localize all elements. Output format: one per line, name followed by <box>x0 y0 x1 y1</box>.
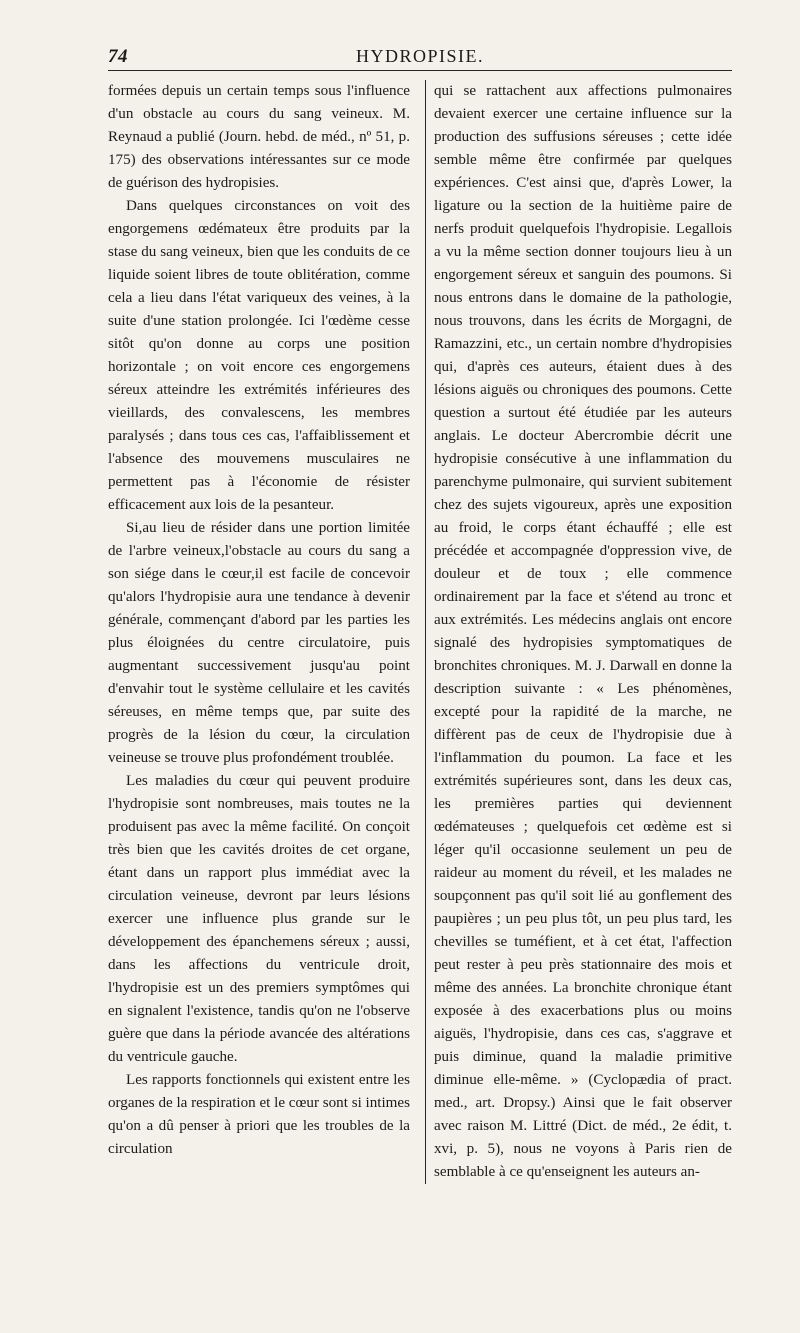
running-title: HYDROPISIE. <box>355 46 484 66</box>
paragraph: formées depuis un certain temps sous l'influence d'un obstacle au cours du sang veineux. M. Reynaud a publié (Journ. hebd. de méd., nº 51, p. 175) des observations intéressantes sur ce mode de guérison des hydropisies. <box>108 83 410 191</box>
paragraph: qui se rattachent aux affections pulmonaires devaient exercer une certaine influence sur la production des suffusions séreuses ; cette idée semble même être confirmée par quelques expériences. C'est ainsi que, d'après Lower, la ligature ou la section de la huitième paire de nerfs produit quelquefois l'hydropisie. Legallois a vu la même section donner toujours lieu à un engorgement séreux et sanguin des poumons. Si nous entrons dans le domaine de la pathologie, nous trouvons, dans les écrits de Morgagni, de Ramazzini, etc., un certain nombre d'hydropisies qui, d'après ces auteurs, étaient dues à des lésions aiguës ou chroniques des poumons. Cette question a surtout été étudiée par les auteurs anglais. Le docteur Abercrombie décrit une hydropisie consécutive à une inflammation du parenchyme pulmonaire, qui survient subitement chez des sujets vigoureux, après une exposition au froid, le corps étant échauffé ; elle est précédée et accompagnée d'oppression vive, de douleur et de toux ; elle commence ordinairement par la face et s'étend au tronc et aux extrémités. Les médecins anglais ont encore signalé des hydropisies symptomatiques de bronchites chroniques. M. J. Darwall en donne la description suivante : « Les phénomènes, excepté pour la rapidité de la marche, ne diffèrent pas de ceux de l'hydropisie due à l'inflammation du poumon. La face et les extrémités supérieures sont, dans les deux cas, les premières parties qui deviennent œdémateuses ; quelquefois cet œdème est si léger qu'il occasionne seulement un peu de raideur au moment du réveil, et les malades ne soupçonnent pas qu'il soit lié au gonflement des paupières ; un peu plus tôt, un peu plus tard, les chevilles se tuméfient, et à cet état, l'affection peut rester à peu près stationnaire des mois et même des années. La bronchite chronique étant exposée à des exacerbations plus ou moins aiguës, l'hydropisie, dans ces cas, s'aggrave et puis diminue, quand la maladie primitive diminue elle-même. » (Cyclopædia of pract. med., art. Dropsy.) Ainsi que le fait observer avec raison M. Littré (Dict. de méd., 2e édit, t. xvi, p. 5), nous ne voyons à Paris rien de semblable à ce qu'enseignent les auteurs an- <box>434 83 732 1180</box>
paragraph: Les maladies du cœur qui peuvent produire l'hydropisie sont nombreuses, mais toutes ne la produisent pas avec la même facilité. On conçoit très bien que les cavités droites de cet organe, étant dans un rapport plus immédiat avec la circulation veineuse, devront par leurs lésions exercer une influence plus grande sur le développement des épanchemens séreux ; aussi, dans les affections du ventricule droit, l'hydropisie est un des premiers symptômes qui en signalent l'existence, tandis qu'on ne l'observe guère que dans la période avancée des altérations du ventricule gauche. <box>108 773 410 1065</box>
left-column <box>108 80 410 1184</box>
paragraph: Dans quelques circonstances on voit des engorgemens œdémateux être produits par la stase du sang veineux, bien que les conduits de ce liquide soient libres de toute oblitération, comme cela a lieu dans l'état variqueux des veines, à la suite d'une station prolongée. Ici l'œdème cesse sitôt qu'on donne au corps une position horizontale ; on voit encore ces engorgemens séreux atteindre les extrémités inférieures des vieillards, des convalescens, les membres paralysés ; dans tous ces cas, l'affaiblissement et l'absence des mouvemens musculaires ne permettent pas à l'économie de résister efficacement aux lois de la pesanteur. <box>108 198 410 513</box>
paragraph: Les rapports fonctionnels qui existent entre les organes de la respiration et le cœur sont si intimes qu'on a dû penser à priori que les troubles de la circulation <box>108 1072 410 1157</box>
page-header <box>108 44 732 71</box>
text-columns <box>108 80 732 1184</box>
page-number: 74 <box>108 46 128 67</box>
right-column <box>425 80 732 1184</box>
paragraph: Si,au lieu de résider dans une portion limitée de l'arbre veineux,l'obstacle au cours du sang a son siége dans le cœur,il est facile de concevoir qu'alors l'hydropisie aura une tendance à devenir générale, commençant d'abord par les parties les plus éloignées du centre circulatoire, puis augmentant successivement jusqu'au point d'envahir tout le système cellulaire et les cavités séreuses, en même temps que, par suite des progrès de la lésion du cœur, la circulation veineuse se trouve plus profondément troublée. <box>108 520 410 766</box>
